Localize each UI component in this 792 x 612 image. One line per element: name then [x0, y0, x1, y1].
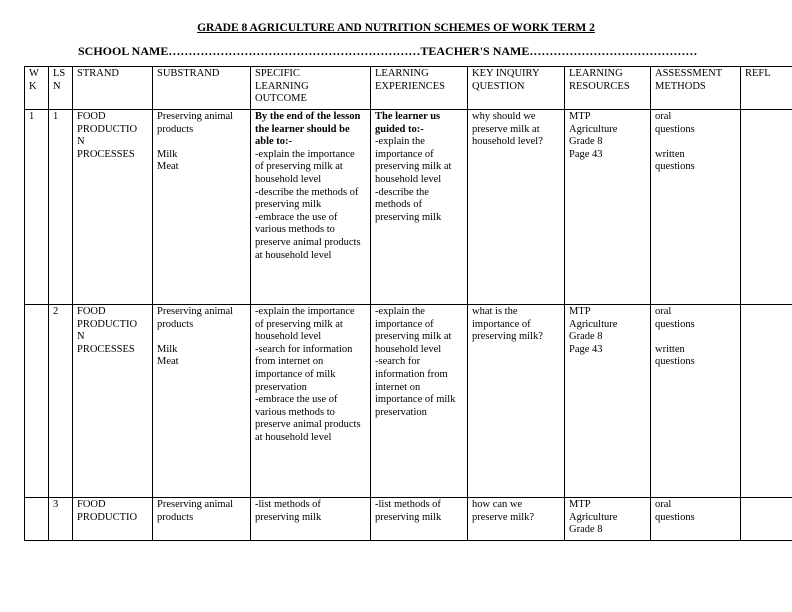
cell-substrand: Preserving animal products Milk Meat	[153, 110, 251, 305]
cell-lsn: 2	[49, 305, 73, 498]
header-assessment: ASSESSMENT METHODS	[651, 67, 741, 110]
cell-outcome	[251, 110, 371, 305]
cell-outcome: -explain the importance of preserving milk at household level -search for information from internet on importance of milk preservation -embrace the use of various methods to preserve animal products at household level	[251, 305, 371, 498]
school-name-label: SCHOOL NAME………………………………………………………	[78, 44, 421, 58]
cell-assessment: oral questions written questions	[651, 305, 741, 498]
cell-substrand: Preserving animal products	[153, 498, 251, 541]
outcome-text: -explain the importance of preserving milk at household level -describe the methods of preserving milk -embrace the use of various methods to preserve animal products at household level	[255, 148, 361, 261]
cell-resources: MTP Agriculture Grade 8 Page 43	[565, 110, 651, 305]
cell-outcome: -list methods of preserving milk	[251, 498, 371, 541]
header-substrand: SUBSTRAND	[153, 67, 251, 110]
cell-assessment: oral questions	[651, 498, 741, 541]
header-resources: LEARNING RESOURCES	[565, 67, 651, 110]
cell-wk: 1	[25, 110, 49, 305]
table-row	[25, 305, 792, 498]
cell-resources: MTP Agriculture Grade 8 Page 43	[565, 305, 651, 498]
teacher-name-label: TEACHER'S NAME……………………………………	[420, 44, 698, 58]
cell-refl	[741, 305, 792, 498]
header-lsn: LS N	[49, 67, 73, 110]
cell-substrand: Preserving animal products Milk Meat	[153, 305, 251, 498]
document-title: GRADE 8 AGRICULTURE AND NUTRITION SCHEMES OF WORK TERM 2	[197, 22, 595, 34]
header-experiences: LEARNING EXPERIENCES	[371, 67, 468, 110]
name-fields	[78, 44, 697, 59]
cell-resources: MTP Agriculture Grade 8	[565, 498, 651, 541]
header-question: KEY INQUIRY QUESTION	[468, 67, 565, 110]
cell-lsn: 3	[49, 498, 73, 541]
cell-strand: FOOD PRODUCTIO	[73, 498, 153, 541]
header-refl: REFL	[741, 67, 792, 110]
table-row	[25, 110, 792, 305]
experiences-text: -explain the importance of preserving milk at household level -describe the methods of preserving milk	[375, 136, 452, 223]
cell-experiences: -list methods of preserving milk	[371, 498, 468, 541]
cell-wk	[25, 498, 49, 541]
cell-assessment: oral questions written questions	[651, 110, 741, 305]
cell-refl	[741, 110, 792, 305]
header-strand: STRAND	[73, 67, 153, 110]
cell-question: how can we preserve milk?	[468, 498, 565, 541]
cell-strand: FOOD PRODUCTIO N PROCESSES	[73, 110, 153, 305]
header-outcome: SPECIFIC LEARNING OUTCOME	[251, 67, 371, 110]
table-row	[25, 498, 792, 541]
cell-strand: FOOD PRODUCTIO N PROCESSES	[73, 305, 153, 498]
header-row	[25, 67, 792, 110]
cell-wk	[25, 305, 49, 498]
cell-experiences: -explain the importance of preserving milk at household level -search for information from internet on importance of milk preservation	[371, 305, 468, 498]
cell-refl	[741, 498, 792, 541]
cell-experiences	[371, 110, 468, 305]
header-wk: W K	[25, 67, 49, 110]
cell-question: why should we preserve milk at household level?	[468, 110, 565, 305]
outcome-intro: By the end of the lesson the learner should be able to:-	[255, 111, 361, 148]
cell-question: what is the importance of preserving milk?	[468, 305, 565, 498]
experiences-intro: The learner us guided to:-	[375, 111, 441, 135]
cell-lsn: 1	[49, 110, 73, 305]
scheme-table	[24, 66, 792, 541]
